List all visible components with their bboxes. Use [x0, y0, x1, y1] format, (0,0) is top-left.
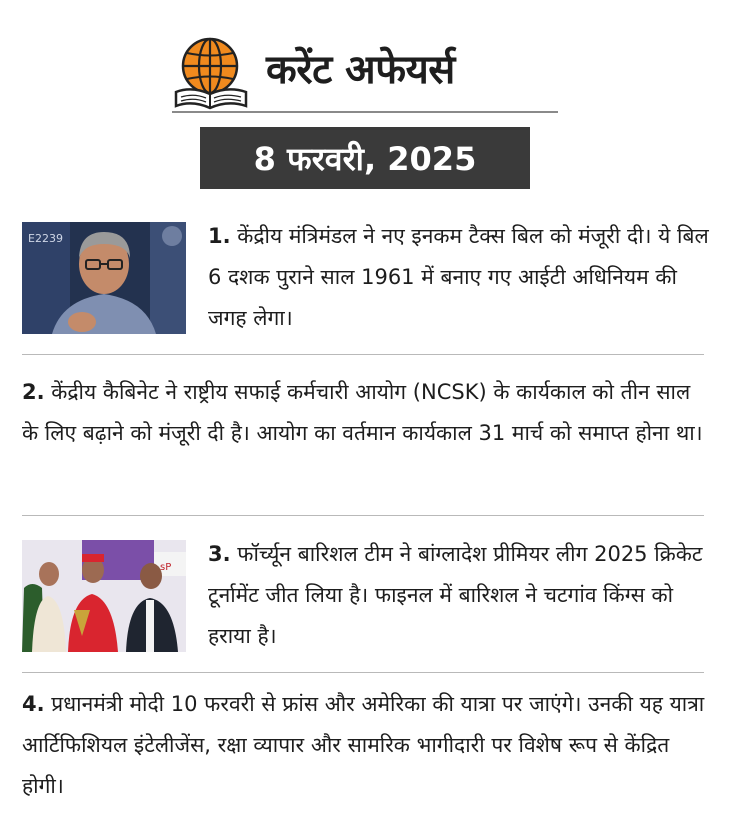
- item-text: प्रधानमंत्री मोदी 10 फरवरी से फ्रांस और अमेरिका की यात्रा पर जाएंगे। उनकी यह यात्रा आर्टिफिशियल इंटेलीजेंस, रक्षा व्यापार और सामरिक भागीदारी पर विशेष रूप से केंद्रित होगी।: [22, 692, 705, 798]
- page-title: करेंट अफेयर्स: [266, 47, 455, 93]
- item-text: फॉर्च्यून बारिशल टीम ने बांग्लादेश प्रीमियर लीग 2025 क्रिकेट टूर्नामेंट जीत लिया है। फाइनल में बारिशल ने चटगांव किंग्स को हराया है।: [208, 542, 703, 648]
- svg-text:E2239: E2239: [28, 232, 63, 245]
- globe-book-icon: [172, 36, 250, 112]
- list-item: [22, 684, 708, 807]
- divider: [22, 672, 704, 673]
- minister-speaking-photo: [22, 222, 186, 334]
- list-item: [22, 372, 708, 454]
- svg-text:sP: sP: [160, 562, 172, 573]
- item-text: केंद्रीय मंत्रिमंडल ने नए इनकम टैक्स बिल को मंजूरी दी। ये बिल 6 दशक पुराने साल 1961 में बनाए गए आईटी अधिनियम की जगह लेगा।: [208, 224, 709, 330]
- divider: [22, 515, 704, 516]
- item-number: 2.: [22, 380, 45, 404]
- item-number: 4.: [22, 692, 45, 716]
- list-item: [208, 534, 714, 657]
- item-number: 1.: [208, 224, 231, 248]
- title-underline: [172, 111, 558, 113]
- date-banner: 8 फरवरी, 2025: [200, 127, 530, 189]
- item-text: केंद्रीय कैबिनेट ने राष्ट्रीय सफाई कर्मचारी आयोग (NCSK) के कार्यकाल को तीन साल के लिए बढ़ाने को मंजूरी दी है। आयोग का वर्तमान कार्यकाल 31 मार्च को समाप्त होना था।: [22, 380, 703, 445]
- list-item: [208, 216, 714, 339]
- item-number: 3.: [208, 542, 231, 566]
- divider: [22, 354, 704, 355]
- header: [0, 0, 730, 125]
- trophy-ceremony-photo: [22, 540, 186, 652]
